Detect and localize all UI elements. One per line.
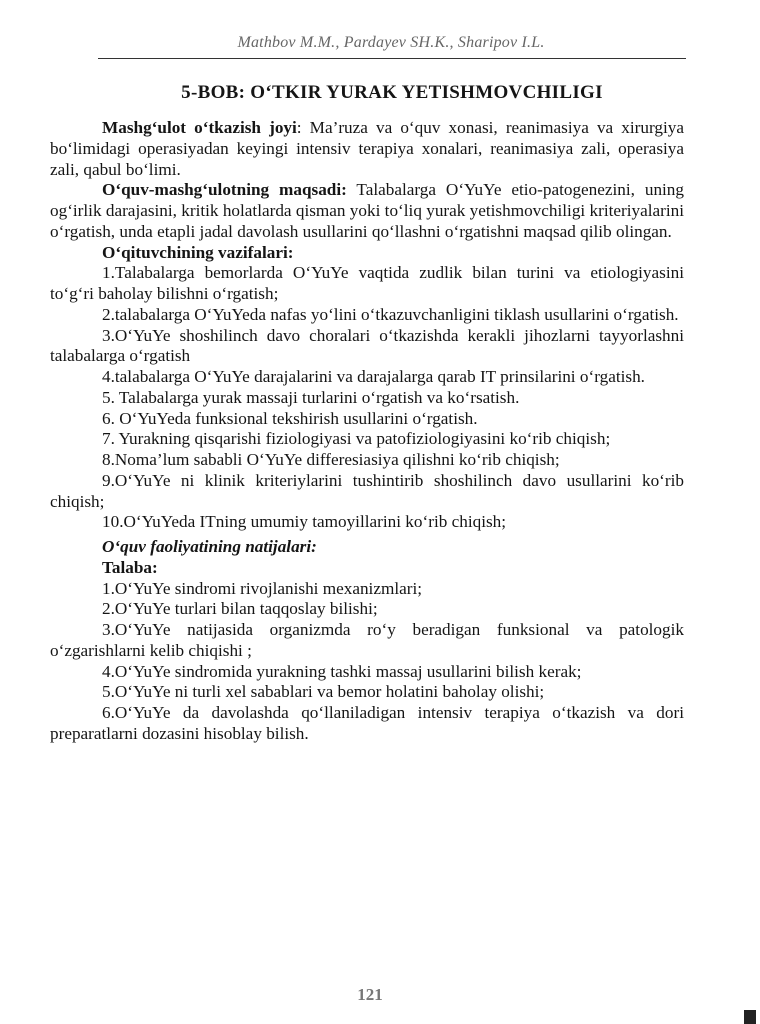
list-item: 4.talabalarga O‘YuYe darajalarini va darajalarga qarab IT prinsilarini o‘rgatish. xyxy=(102,367,645,386)
list-item: 4.O‘YuYe sindromida yurakning tashki massaj usullarini bilish kerak; xyxy=(102,661,582,681)
goal-text: Talabalarga O‘YuYe etio-patogenezini, uning og‘irlik darajasini, kritik holatlarda qisman yoki to‘liq yurak yetishmovchiligi kriteriyalarini o‘rgatish, unda etapli jadal davolash usullarini qo‘llashni o‘rgatishni maqsad qilib olingan. xyxy=(50,180,684,241)
results-heading: O‘quv faoliyatining natijalari: xyxy=(102,537,317,556)
venue-text: : Ma’ruza va o‘quv xonasi, reanimasiya va xirurgiya bo‘limidagi operasiyadan keyingi intensiv terapiya xonalari, reanimasiya zali, operasiya zali, qabul bo‘limi. xyxy=(50,118,684,179)
goal-label: O‘quv-mashg‘ulotning maqsadi: xyxy=(102,180,347,200)
running-head: Mathbov M.M., Pardayev SH.K., Sharipov I.L. xyxy=(237,34,545,51)
goal-paragraph xyxy=(50,180,684,242)
list-item: 6. O‘YuYeda funksional tekshirish usullarini o‘rgatish. xyxy=(102,408,478,428)
list-item: 3.O‘YuYe shoshilinch davo choralari o‘tkazishda kerakli jihozlarni tayyorlashni talabalarga o‘rgatish xyxy=(50,325,684,366)
list-item: 3.O‘YuYe natijasida organizmda ro‘y beradigan funksional va patologik o‘zgarishlarni kelib chiqishi ; xyxy=(50,620,684,660)
list-item: 5. Talabalarga yurak massaji turlarini o‘rgatish va ko‘rsatish. xyxy=(102,387,520,407)
teacher-tasks-heading: O‘qituvchining vazifalari: xyxy=(102,242,294,262)
venue-label: Mashg‘ulot o‘tkazish joyi xyxy=(102,118,297,137)
results-subheading: Talaba: xyxy=(102,557,158,577)
list-item: 10.O‘YuYeda ITning umumiy tamoyillarini ko‘rib chiqish; xyxy=(102,512,507,532)
body-text xyxy=(50,118,684,745)
list-item: 8.Noma’lum sababli O‘YuYe differesiasiya qilishni ko‘rib chiqish; xyxy=(102,450,560,469)
header-rule xyxy=(98,58,686,59)
list-item: 2.talabalarga O‘YuYeda nafas yo‘lini o‘tkazuvchanligini tiklash usullarini o‘rgatish. xyxy=(102,304,679,324)
page-number: 121 xyxy=(357,985,383,1004)
list-item: 1.Talabalarga bemorlarda O‘YuYe vaqtida zudlik bilan turini va etiologiyasini to‘g‘ri baholay bilishni o‘rgatish; xyxy=(50,263,684,303)
chapter-title: 5-BOB: O‘TKIR YURAK YETISHMOVCHILIGI xyxy=(181,82,603,103)
list-item: 9.O‘YuYe ni klinik kriteriylarini tushintirib shoshilinch davo usullarini ko‘rib chiqish; xyxy=(50,470,684,511)
list-item: 1.O‘YuYe sindromi rivojlanishi mexanizmlari; xyxy=(102,578,423,598)
list-item: 2.O‘YuYe turlari bilan taqqoslay bilishi; xyxy=(102,599,378,619)
list-item: 7. Yurakning qisqarishi fiziologiyasi va patofiziologiyasini ko‘rib chiqish; xyxy=(102,429,611,449)
venue-paragraph xyxy=(50,118,684,180)
list-item: 6.O‘YuYe da davolashda qo‘llaniladigan intensiv terapiya o‘tkazish va dori preparatlarni dozasini hisoblay bilish. xyxy=(50,703,684,743)
list-item: 5.O‘YuYe ni turli xel sabablari va bemor holatini baholay olishi; xyxy=(102,682,545,702)
scan-corner-mark xyxy=(744,1010,756,1024)
